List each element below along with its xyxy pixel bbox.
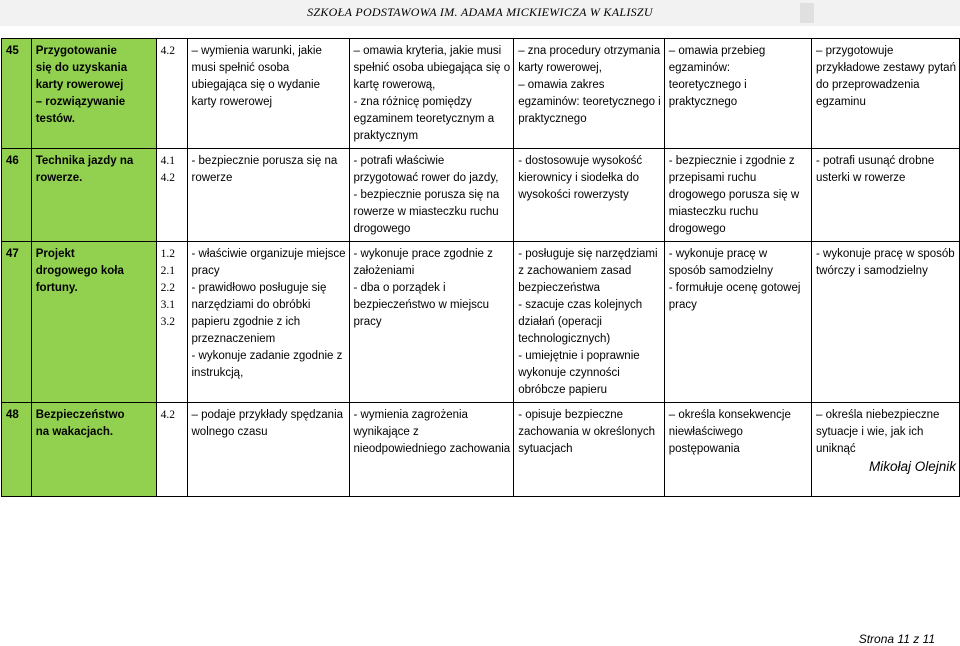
requirement-col-4-line: egzaminów: xyxy=(668,62,731,74)
curriculum-refs-line: 2.1 xyxy=(160,265,175,277)
lesson-topic-line: – rozwiązywanie xyxy=(35,96,126,108)
requirement-col-2-line: praktycznym xyxy=(353,130,419,142)
requirement-col-5-line: przykładowe zestawy pytań xyxy=(815,62,956,74)
requirement-col-3 xyxy=(514,403,665,497)
requirement-col-1-line: - wykonuje zadanie zgodnie z xyxy=(191,350,343,362)
requirement-col-4-line: miasteczku ruchu xyxy=(668,206,759,218)
requirement-col-4-line: – określa konsekwencje xyxy=(668,409,791,421)
lesson-number: 47 xyxy=(2,242,32,403)
requirement-col-4 xyxy=(664,403,811,497)
requirement-col-3-line: praktycznego xyxy=(518,113,587,125)
requirement-col-5-line: usterki w rowerze xyxy=(815,172,906,184)
requirement-col-1-line: pracy xyxy=(191,265,220,277)
requirement-col-2-line: nieodpowiedniego zachowania xyxy=(353,443,511,455)
requirement-col-4 xyxy=(664,39,811,149)
requirement-col-3-line: wysokości rowerzysty xyxy=(518,189,629,201)
requirement-col-2-line: bezpieczeństwo w miejscu xyxy=(353,299,490,311)
requirement-col-2-line: - zna różnicę pomiędzy xyxy=(353,96,472,108)
lesson-topic-line: Projekt xyxy=(35,248,75,260)
requirement-col-5 xyxy=(811,242,959,403)
requirement-col-3-line: - umiejętnie i poprawnie xyxy=(518,350,640,362)
requirement-col-1-line: - prawidłowo posługuje się xyxy=(191,282,327,294)
curriculum-refs-line: 3.1 xyxy=(160,299,175,311)
requirement-col-3-line: – zna procedury otrzymania xyxy=(518,45,661,57)
requirement-col-5 xyxy=(811,403,959,497)
requirement-col-2-line: wynikające z xyxy=(353,426,419,438)
lesson-number: 46 xyxy=(2,149,32,242)
requirement-col-3-line: - szacuje czas kolejnych xyxy=(518,299,643,311)
requirement-col-2 xyxy=(349,39,514,149)
lesson-topic xyxy=(31,149,156,242)
requirement-col-5-line: sytuacje i wie, jak ich xyxy=(815,426,924,438)
requirement-col-2-line: rowerze w miasteczku ruchu xyxy=(353,206,499,218)
requirement-col-5-line: do przeprowadzenia xyxy=(815,79,920,91)
lesson-topic-line: na wakacjach. xyxy=(35,426,114,438)
requirement-col-2 xyxy=(349,403,514,497)
requirement-col-1 xyxy=(187,39,349,149)
requirement-col-3-line: bezpieczeństwa xyxy=(518,282,601,294)
requirement-col-1-line: narzędziami do obróbki xyxy=(191,299,311,311)
lesson-topic-line: Bezpieczeństwo xyxy=(35,409,125,421)
lesson-topic-line: się do uzyskania xyxy=(35,62,128,74)
requirement-col-2-line: – omawia kryteria, jakie musi xyxy=(353,45,502,57)
requirement-col-4-line: postępowania xyxy=(668,443,740,455)
table-row xyxy=(2,149,960,242)
requirement-col-5-line: – określa niebezpieczne xyxy=(815,409,940,421)
lesson-topic-line: testów. xyxy=(35,113,75,125)
requirement-col-3-line: działań (operacji xyxy=(518,316,602,328)
requirement-col-3-line: kierownicy i siodełka do xyxy=(518,172,639,184)
lesson-topic xyxy=(31,39,156,149)
requirement-col-3 xyxy=(514,242,665,403)
curriculum-refs xyxy=(156,403,187,497)
requirement-col-1-line: musi spełnić osoba xyxy=(191,62,290,74)
requirement-col-4 xyxy=(664,242,811,403)
requirement-col-4 xyxy=(664,149,811,242)
requirement-col-1-line: – wymienia warunki, jakie xyxy=(191,45,322,57)
requirement-col-1-line: papieru zgodnie z ich xyxy=(191,316,301,328)
requirement-col-4-line: – omawia przebieg xyxy=(668,45,766,57)
requirement-col-3-line: obróbcze papieru xyxy=(518,384,608,396)
requirement-col-1-line: - właściwie organizuje miejsce xyxy=(191,248,346,260)
requirement-col-2-line: - wymienia zagrożenia xyxy=(353,409,468,421)
curriculum-refs xyxy=(156,242,187,403)
requirement-col-4-line: - bezpiecznie i zgodnie z xyxy=(668,155,795,167)
lesson-topic xyxy=(31,242,156,403)
requirement-col-3-line: - dostosowuje wysokość xyxy=(518,155,643,167)
table-row xyxy=(2,403,960,497)
lesson-number: 48 xyxy=(2,403,32,497)
signature: Mikołaj Olejnik xyxy=(868,459,956,474)
lesson-topic-line: drogowego koła xyxy=(35,265,124,277)
requirement-col-2-line: - wykonuje prace zgodnie z xyxy=(353,248,493,260)
requirement-col-2-line: - dba o porządek i xyxy=(353,282,446,294)
requirement-col-4-line: teoretycznego i xyxy=(668,79,747,91)
curriculum-refs-line: 4.1 xyxy=(160,155,175,167)
requirement-col-1 xyxy=(187,149,349,242)
requirement-col-2-line: założeniami xyxy=(353,265,415,277)
requirement-col-3-line: technologicznych) xyxy=(518,333,611,345)
requirement-col-3-line: sytuacjach xyxy=(518,443,573,455)
requirement-col-3-line: zachowania w określonych xyxy=(518,426,655,438)
requirement-col-1-line: rowerze xyxy=(191,172,233,184)
requirement-col-2 xyxy=(349,242,514,403)
requirement-col-1-line: - bezpiecznie porusza się na xyxy=(191,155,338,167)
requirement-col-1-line: wolnego czasu xyxy=(191,426,268,438)
requirement-col-2-line: spełnić osoba ubiegająca się o xyxy=(353,62,511,74)
requirement-col-2-line: kartę rowerową, xyxy=(353,79,436,91)
lesson-topic-line: fortuny. xyxy=(35,282,78,294)
requirement-col-1 xyxy=(187,242,349,403)
requirement-col-5-line: uniknąć xyxy=(815,443,856,455)
requirement-col-3-line: wykonuje czynności xyxy=(518,367,620,379)
lesson-topic-line: Przygotowanie xyxy=(35,45,117,57)
requirement-col-1 xyxy=(187,403,349,497)
lesson-number: 45 xyxy=(2,39,32,149)
curriculum-refs xyxy=(156,149,187,242)
curriculum-refs-line: 4.2 xyxy=(160,172,175,184)
requirement-col-2-line: egzaminem teoretycznym a xyxy=(353,113,495,125)
requirement-col-1-line: karty rowerowej xyxy=(191,96,273,108)
requirement-col-5-line: - wykonuje pracę w sposób xyxy=(815,248,955,260)
curriculum-refs-line: 3.2 xyxy=(160,316,175,328)
requirement-col-2 xyxy=(349,149,514,242)
requirement-col-1-line: – podaje przykłady spędzania xyxy=(191,409,344,421)
requirement-col-3-line: – omawia zakres xyxy=(518,79,605,91)
requirement-col-3 xyxy=(514,39,665,149)
requirement-col-5-line: twórczy i samodzielny xyxy=(815,265,928,277)
curriculum-refs xyxy=(156,39,187,149)
lesson-plan-table xyxy=(1,38,960,497)
requirement-col-3-line: - posługuje się narzędziami xyxy=(518,248,658,260)
lesson-topic-line: Technika jazdy na xyxy=(35,155,134,167)
requirement-col-4-line: pracy xyxy=(668,299,697,311)
lesson-topic-line: rowerze. xyxy=(35,172,83,184)
curriculum-refs-line: 1.2 xyxy=(160,248,175,260)
requirement-col-5-line: - potrafi usunąć drobne xyxy=(815,155,935,167)
requirement-col-1-line: instrukcją, xyxy=(191,367,244,379)
requirement-col-5 xyxy=(811,39,959,149)
requirement-col-5-line: egzaminu xyxy=(815,96,866,108)
table-row xyxy=(2,39,960,149)
requirement-col-3 xyxy=(514,149,665,242)
requirement-col-3-line: z zachowaniem zasad xyxy=(518,265,632,277)
requirement-col-1-line: przeznaczeniem xyxy=(191,333,276,345)
school-header-title: SZKOŁA PODSTAWOWA IM. ADAMA MICKIEWICZA W KALISZU xyxy=(307,5,653,19)
requirement-col-4-line: - wykonuje pracę w xyxy=(668,248,768,260)
requirement-col-3-line: egzaminów: teoretycznego i xyxy=(518,96,661,108)
requirement-col-4-line: praktycznego xyxy=(668,96,738,108)
requirement-col-4-line: przepisami ruchu xyxy=(668,172,757,184)
curriculum-refs-line: 4.2 xyxy=(160,409,175,421)
requirement-col-2-line: pracy xyxy=(353,316,382,328)
table-row xyxy=(2,242,960,403)
requirement-col-2-line: - bezpiecznie porusza się na xyxy=(353,189,500,201)
requirement-col-3-line: karty rowerowej, xyxy=(518,62,602,74)
requirement-col-4-line: drogowego xyxy=(668,223,726,235)
requirement-col-2-line: drogowego xyxy=(353,223,411,235)
lesson-topic xyxy=(31,403,156,497)
requirement-col-4-line: niewłaściwego xyxy=(668,426,743,438)
requirement-col-4-line: drogowego porusza się w xyxy=(668,189,800,201)
requirement-col-4-line: - formułuje ocenę gotowej xyxy=(668,282,801,294)
requirement-col-5-line: – przygotowuje xyxy=(815,45,894,57)
curriculum-refs-line: 2.2 xyxy=(160,282,175,294)
requirement-col-3-line: - opisuje bezpieczne xyxy=(518,409,624,421)
requirement-col-1-line: ubiegająca się o wydanie xyxy=(191,79,321,91)
requirement-col-5 xyxy=(811,149,959,242)
requirement-col-2-line: - potrafi właściwie xyxy=(353,155,445,167)
requirement-col-2-line: przygotować rower do jazdy, xyxy=(353,172,499,184)
page-number: Strona 11 z 11 xyxy=(858,632,935,646)
curriculum-refs-line: 4.2 xyxy=(160,45,175,57)
lesson-topic-line: karty rowerowej xyxy=(35,79,124,91)
requirement-col-4-line: sposób samodzielny xyxy=(668,265,773,277)
